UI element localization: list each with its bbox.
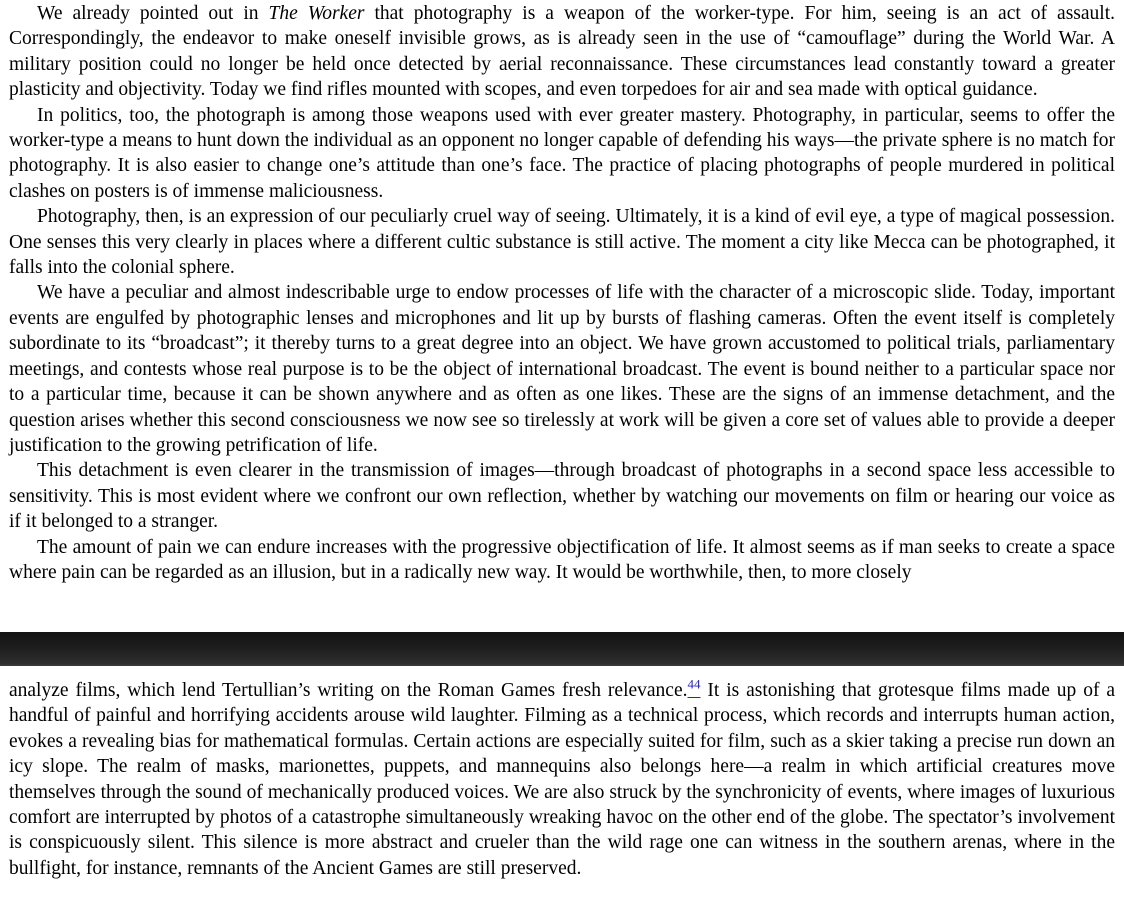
footnote-link-44[interactable] bbox=[687, 680, 700, 701]
paragraph-5: This detachment is even clearer in the transmission of images—through broadcast of photographs in a second space less accessible to sensitivity. This is most evident where we confront our own reflection, whether by watching our movements on film or hearing our voice as if it belonged to a stranger. bbox=[9, 460, 1115, 533]
paragraph-1-text-pre: We already pointed out in bbox=[37, 3, 269, 24]
page-content-bottom bbox=[0, 678, 1124, 910]
paragraph-1 bbox=[9, 1, 1115, 103]
paragraph-7 bbox=[9, 678, 1115, 881]
page-break-separator-bar bbox=[0, 632, 1124, 666]
paragraph-3: Photography, then, is an expression of our peculiarly cruel way of seeing. Ultimately, it is a kind of evil eye, a type of magical possession. One senses this very clearly in places where a different cultic substance is still active. The moment a city like Mecca can be photographed, it falls into the colonial sphere. bbox=[9, 206, 1115, 279]
paragraph-6: The amount of pain we can endure increases with the progressive objectification of life. It almost seems as if man seeks to create a space where pain can be regarded as an illusion, but in a radically new way. It would be worthwhile, then, to more closely bbox=[9, 536, 1115, 583]
paragraph-2: In politics, too, the photograph is among those weapons used with ever greater mastery. Photography, in particular, seems to offer the worker-type a means to hunt down the individual as an opponent no longer capable of defending his ways—the private sphere is no match for photography. It is also easier to change one’s attitude than one’s face. The practice of placing photographs of people murdered in political clashes on posters is of immense maliciousness. bbox=[9, 104, 1115, 202]
paragraph-1-text-post: that photography is a weapon of the worker-type. For him, seeing is an act of assault. Correspondingly, the endeavor to make oneself invisible grows, as is already seen in the use of “camouflage” during the World War. A military position could no longer be held once detected by aerial reconnaissance. These circumstances lead constantly toward a greater plasticity and objectivity. Today we find rifles mounted with scopes, and even torpedoes for air and sea made with optical guidance. bbox=[9, 3, 1115, 101]
paragraph-4: We have a peculiar and almost indescribable urge to endow processes of life with the character of a microscopic slide. Today, important events are engulfed by photographic lenses and microphones and lit up by bursts of flashing cameras. Often the event itself is completely subordinate to its “broadcast”; it thereby turns to a great degree into an object. We have grown accustomed to political trials, parliamentary meetings, and contests whose real purpose is to be the object of international broadcast. The event is bound neither to a particular space nor to a particular time, because it can be shown anywhere and as often as one likes. These are the signs of an immense detachment, and the question arises whether this second consciousness we now see so tirelessly at work will be given a core set of values able to provide a deeper justification to the growing petrification of life. bbox=[9, 282, 1115, 456]
paragraph-7-text-pre: analyze films, which lend Tertullian’s writing on the Roman Games fresh relevance. bbox=[9, 680, 688, 701]
paragraph-7-text-post: It is astonishing that grotesque films made up of a handful of painful and horrifying accidents arouse wild laughter. Filming as a technical process, which records and interrupts human action, evokes a revealing bias for mathematical formulas. Certain actions are especially suited for film, such as a skier taking a precise run down an icy slope. The realm of masks, marionettes, puppets, and mannequins also belongs here—a realm in which artificial creatures move themselves through the sound of mechanically produced voices. We are also struck by the synchronicity of events, where images of luxurious comfort are interrupted by photos of a catastrophe simultaneously wreaking havoc on the other end of the globe. The spectator’s involvement is conspicuously silent. This silence is more abstract and crueler than the wild rage one can witness in the southern arenas, where in the bullfight, for instance, remnants of the Ancient Games are still preserved. bbox=[9, 680, 1116, 879]
book-title-italic: The Worker bbox=[268, 3, 365, 24]
footnote-number: 44 bbox=[687, 678, 701, 692]
